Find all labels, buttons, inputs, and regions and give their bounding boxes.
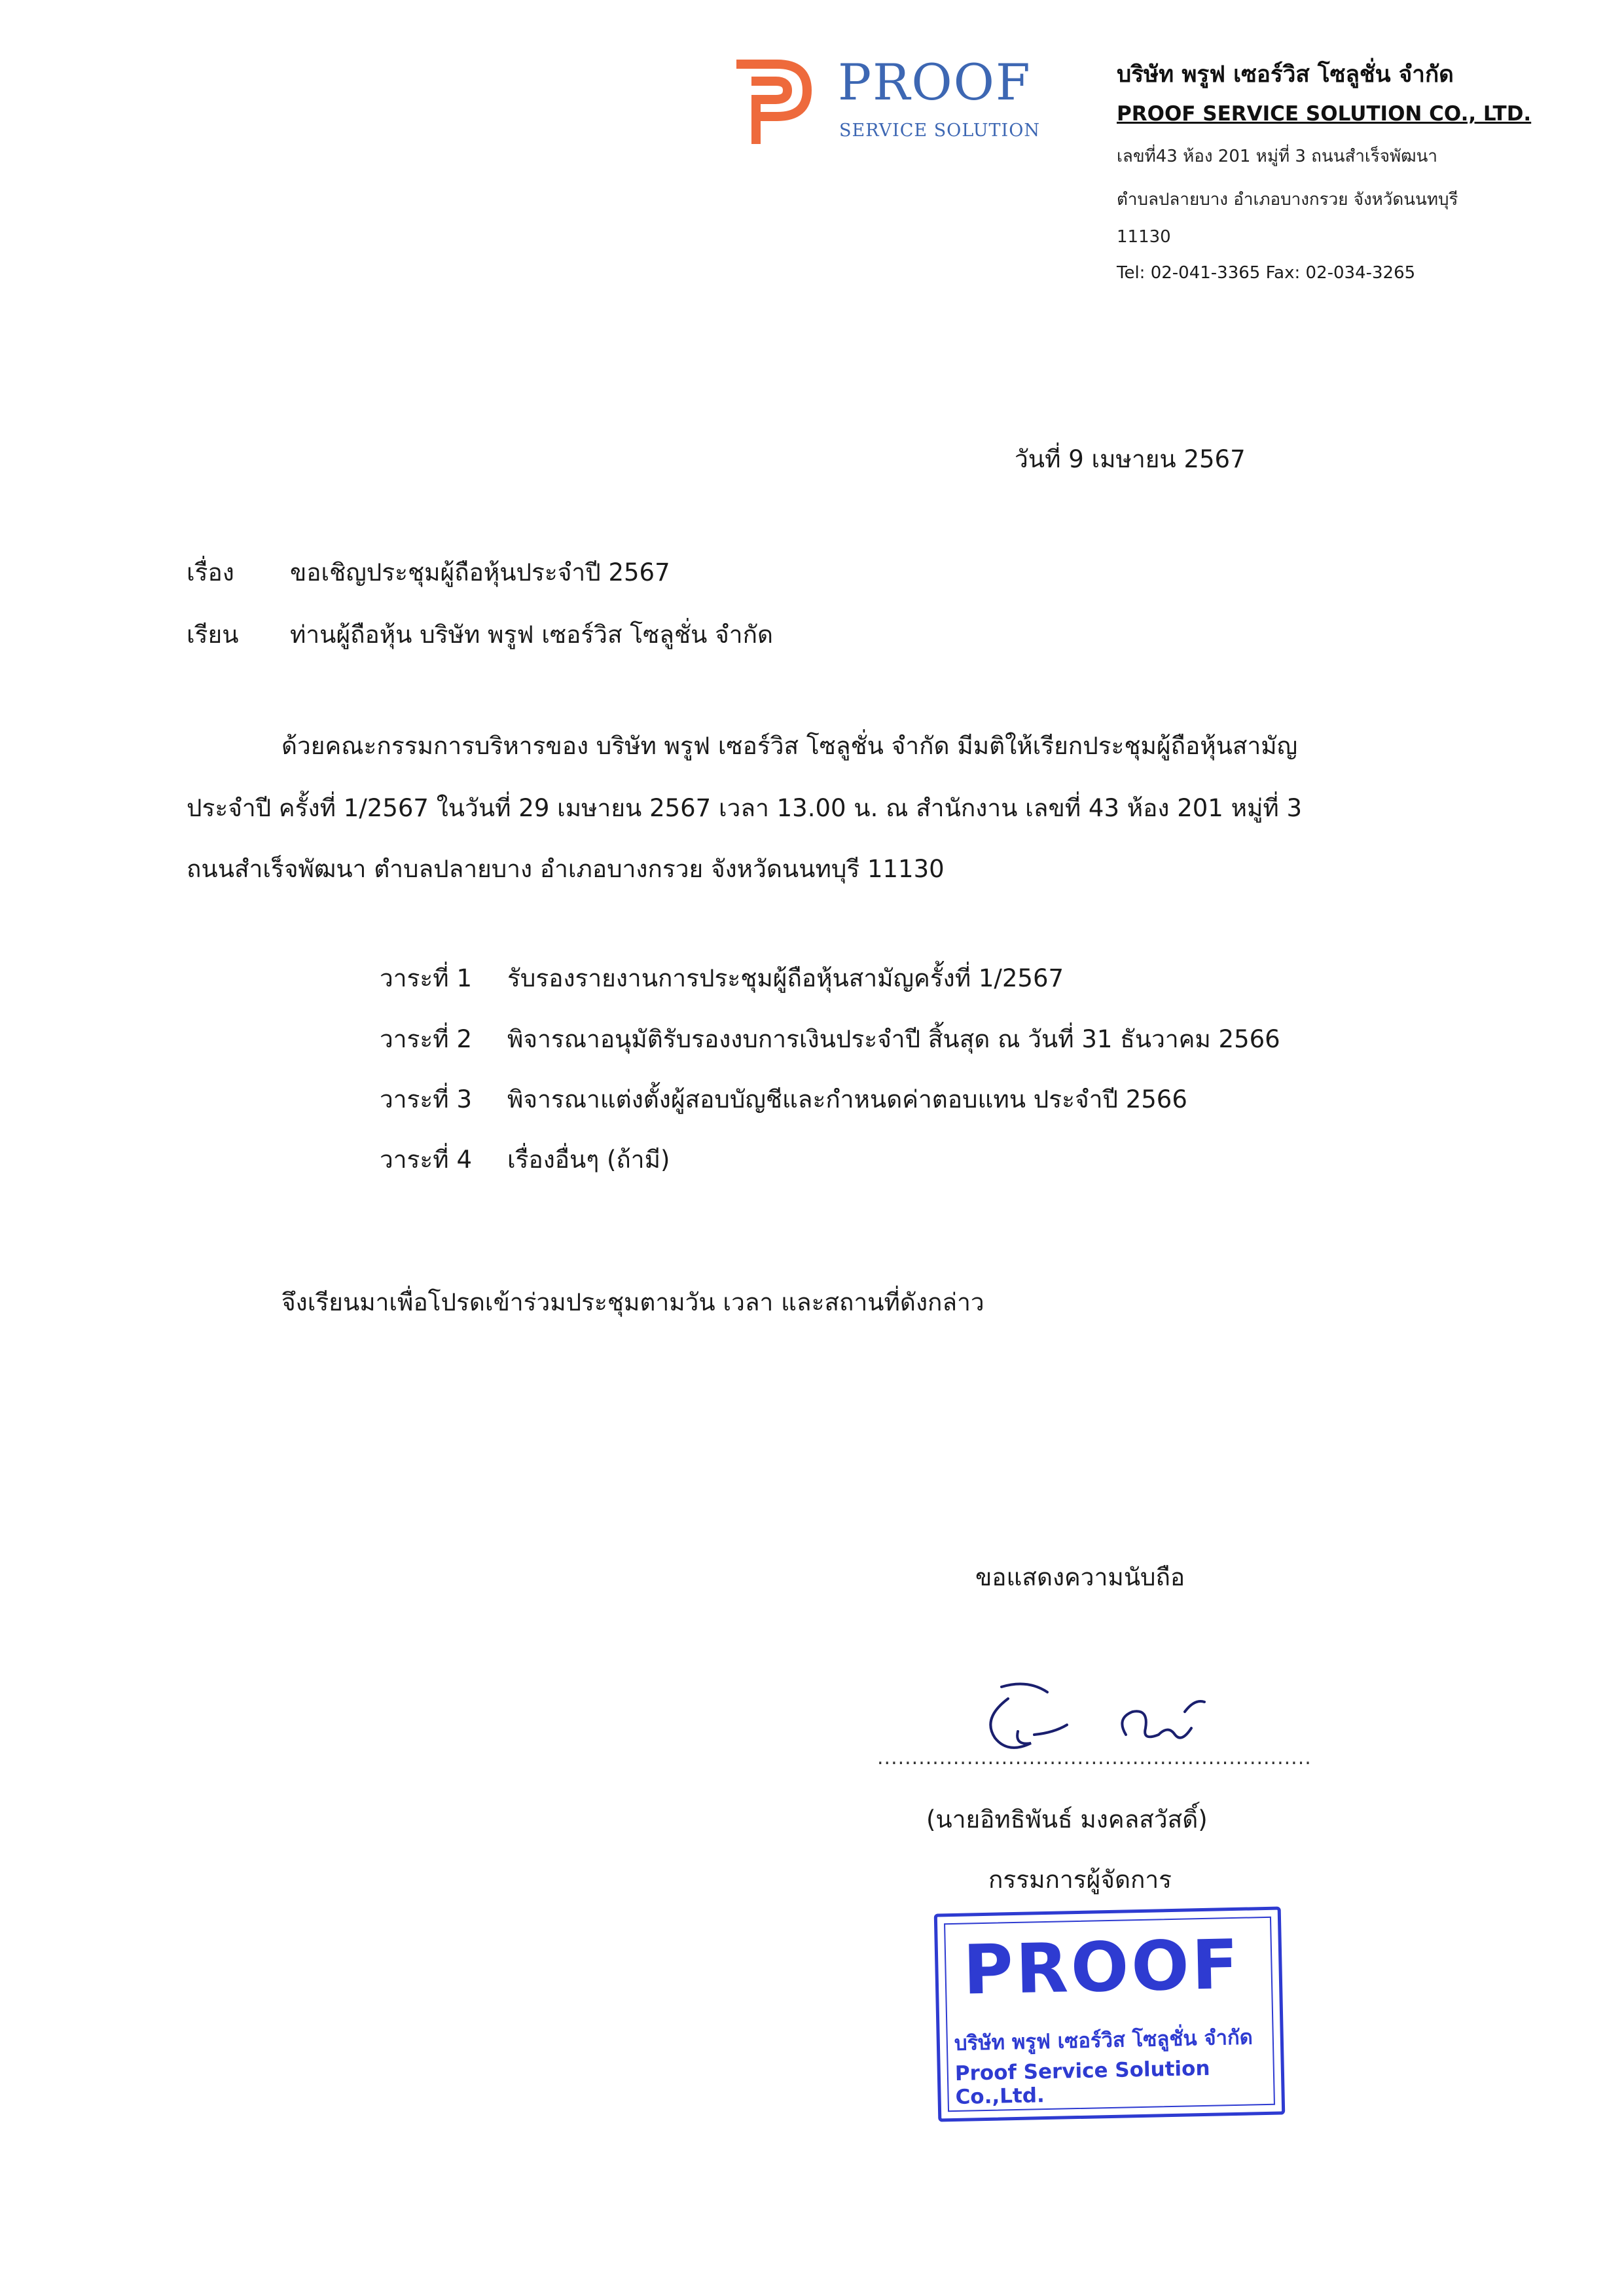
stamp-company-thai: บริษัท พรูฟ เซอร์วิส โซลูชั่น จำกัด xyxy=(954,2025,1254,2055)
letter-date: วันที่ 9 เมษายน 2567 xyxy=(1015,445,1246,473)
signer-title: กรรมการผู้จัดการ xyxy=(988,1866,1172,1894)
paragraph-line: ด้วยคณะกรรมการบริหารของ บริษัท พรูฟ เซอร์วิส โซลูชั่น จำกัด มีมติให้เรียกประชุมผู้ถือหุ้นสามัญ xyxy=(281,732,1298,760)
paragraph-line: ถนนสำเร็จพัฒนา ตำบลปลายบาง อำเภอบางกรวย จังหวัดนนทบุรี 11130 xyxy=(187,855,945,883)
agenda-number: วาระที่ 3 xyxy=(380,1085,472,1113)
agenda-text: เรื่องอื่นๆ (ถ้ามี) xyxy=(507,1146,670,1174)
signature-line: ............................................................... xyxy=(877,1746,1312,1769)
stamp-wordmark: PROOF xyxy=(962,1924,1242,2010)
stamp-company-english: Proof Service Solution Co.,Ltd. xyxy=(954,2056,1210,2109)
subject-label: เรื่อง xyxy=(187,558,234,587)
agenda-number: วาระที่ 1 xyxy=(380,964,472,992)
company-logo-icon xyxy=(736,59,815,144)
company-name-english: PROOF SERVICE SOLUTION CO., LTD. xyxy=(1117,102,1532,126)
closing-sentence: จึงเรียนมาเพื่อโปรดเข้าร่วมประชุมตามวัน เวลา และสถานที่ดังกล่าว xyxy=(281,1288,984,1316)
agenda-number: วาระที่ 4 xyxy=(380,1146,472,1174)
company-name-thai: บริษัท พรูฟ เซอร์วิส โซลูชั่น จำกัด xyxy=(1117,62,1454,88)
recipient-label: เรียน xyxy=(187,621,239,649)
phone-fax: Tel: 02-041-3365 Fax: 02-034-3265 xyxy=(1117,263,1416,283)
recipient-text: ท่านผู้ถือหุ้น บริษัท พรูฟ เซอร์วิส โซลูชั่น จำกัด xyxy=(290,621,774,649)
address-line-2: ตำบลปลายบาง อำเภอบางกรวย จังหวัดนนทบุรี xyxy=(1117,190,1458,209)
address-line-3: 11130 xyxy=(1117,227,1171,247)
subject-text: ขอเชิญประชุมผู้ถือหุ้นประจำปี 2567 xyxy=(290,558,670,587)
company-stamp xyxy=(934,1906,1286,2122)
agenda-text: รับรองรายงานการประชุมผู้ถือหุ้นสามัญครั้งที่ 1/2567 xyxy=(507,964,1064,992)
agenda-number: วาระที่ 2 xyxy=(380,1025,472,1053)
logo-wordmark: PROOF xyxy=(838,53,1032,111)
regards: ขอแสดงความนับถือ xyxy=(975,1563,1185,1591)
agenda-text: พิจารณาอนุมัติรับรองงบการเงินประจำปี สิ้นสุด ณ วันที่ 31 ธันวาคม 2566 xyxy=(507,1025,1280,1053)
signer-name: (นายอิทธิพันธ์ มงคลสวัสดิ์) xyxy=(926,1805,1208,1834)
paragraph-line: ประจำปี ครั้งที่ 1/2567 ในวันที่ 29 เมษายน 2567 เวลา 13.00 น. ณ สำนักงาน เลขที่ 43 ห้อง 201 หมู่ที่ 3 xyxy=(187,794,1303,822)
agenda-text: พิจารณาแต่งตั้งผู้สอบบัญชีและกำหนดค่าตอบแทน ประจำปี 2566 xyxy=(507,1085,1187,1113)
address-line-1: เลขที่43 ห้อง 201 หมู่ที่ 3 ถนนสำเร็จพัฒนา xyxy=(1117,147,1438,166)
logo-subtitle: SERVICE SOLUTION xyxy=(839,120,1040,141)
